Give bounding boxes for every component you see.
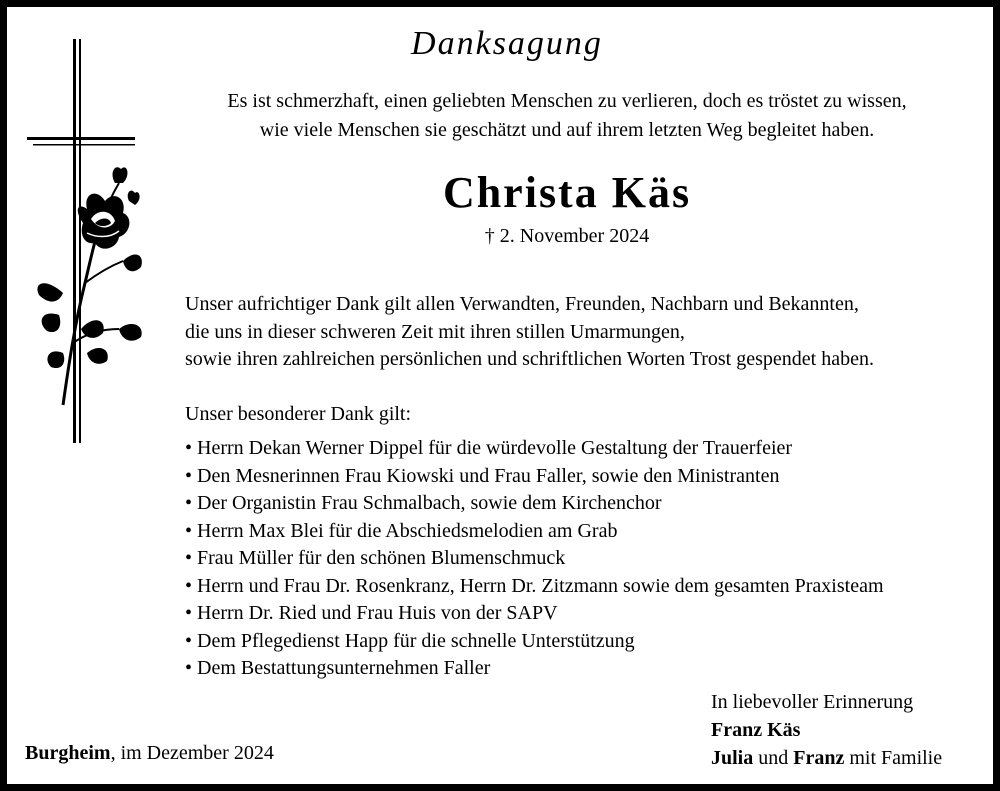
list-item: • Herrn Max Blei für die Abschiedsmelodien am Grab: [185, 518, 995, 546]
thanks-text: [185, 291, 985, 374]
signature-block: [711, 688, 942, 772]
place-date: [25, 742, 274, 765]
list-item: • Den Mesnerinnen Frau Kiowski und Frau Faller, sowie den Ministranten: [185, 463, 995, 491]
list-item: • Dem Bestattungsunternehmen Faller: [185, 655, 995, 683]
signature-line-remembrance: In liebevoller Erinnerung: [711, 691, 914, 713]
list-item: • Herrn und Frau Dr. Rosenkranz, Herrn Dr. Zitzmann sowie dem gesamten Praxisteam: [185, 573, 995, 601]
thanks-line: Unser aufrichtiger Dank gilt allen Verwandten, Freunden, Nachbarn und Bekannten,: [185, 293, 859, 315]
family-suffix: mit Familie: [844, 747, 943, 769]
thanks-line: die uns in dieser schweren Zeit mit ihren stillen Umarmungen,: [185, 320, 685, 343]
intro-text: [147, 87, 987, 145]
thanks-line: sowie ihren zahlreichen persönlichen und schriftlichen Worten Trost gespendet haben.: [185, 348, 874, 370]
spouse-name: Franz Käs: [711, 719, 801, 741]
list-item: • Frau Müller für den schönen Blumenschmuck: [185, 545, 995, 573]
list-item: • Herrn Dr. Ried und Frau Huis von der SAPV: [185, 600, 995, 628]
deceased-name: Christa Käs: [442, 168, 692, 217]
special-thanks-list: [185, 435, 995, 683]
signature-line-spouse: [711, 716, 942, 744]
child-name-2: Franz: [793, 747, 845, 769]
death-date: † 2. November 2024: [484, 225, 650, 247]
conjunction: und: [753, 747, 794, 769]
intro-line: Es ist schmerzhaft, einen geliebten Menschen zu verlieren, doch es tröstet zu wissen,: [227, 90, 907, 112]
list-item: • Der Organistin Frau Schmalbach, sowie dem Kirchenchor: [185, 490, 995, 518]
intro-line: wie viele Menschen sie geschätzt und auf ihrem letzten Weg begleitet haben.: [259, 119, 875, 141]
list-item: • Dem Pflegedienst Happ für die schnelle Unterstützung: [185, 628, 995, 656]
signature-line-family: [711, 744, 942, 772]
place-name: Burgheim: [25, 742, 111, 764]
child-name-1: Julia: [711, 747, 754, 769]
list-item: • Herrn Dekan Werner Dippel für die würdevolle Gestaltung der Trauerfeier: [185, 435, 995, 463]
page-title: Danksagung: [411, 25, 603, 62]
cross-with-rose-icon: [23, 33, 153, 453]
special-thanks-heading: Unser besonderer Dank gilt:: [185, 403, 412, 425]
date-text: , im Dezember 2024: [110, 742, 274, 764]
